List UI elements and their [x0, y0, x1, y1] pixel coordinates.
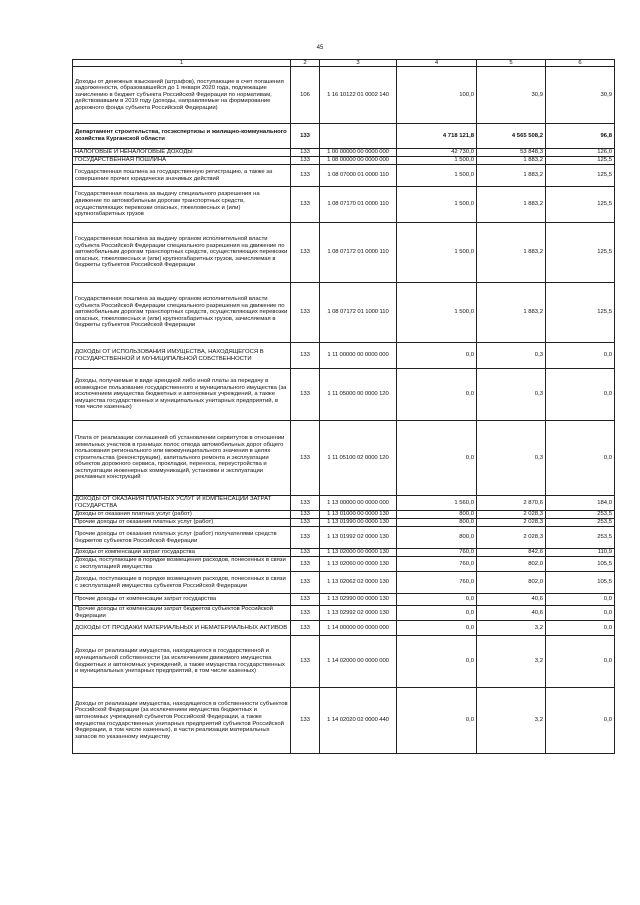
row-name: ДОХОДЫ ОТ ИСПОЛЬЗОВАНИЯ ИМУЩЕСТВА, НАХОДЯЩЕГОСЯ В ГОСУДАРСТВЕННОЙ И МУНИЦИПАЛЬНОЙ СОБСТВЕННОСТИ	[73, 343, 291, 369]
row-budget-code: 1 14 02020 02 0000 440	[320, 688, 397, 754]
row-name: Плата от реализации соглашений об установлении сервитутов в отношении земельных участков в границах полос отвода автомобильных дорог общего пользования регионального или межмуниципального значения в целях строительства (реконструкции), капитального ремонта и эксплуатации объектов дорожного сервиса, прокладки, переноса, переустройства и эксплуатации инженерных коммуникаций, установки и эксплуатации рекламных конструкций	[73, 421, 291, 496]
row-name: Доходы от реализации имущества, находящегося в собственности субъектов Российской Федерации (за исключением имущества бюджетных и автономных учреждений субъектов Российской Федерации, а также имущества государственных унитарных предприятий субъектов Российской Федерации, в том числе казенных), в части реализации материальных запасов по указанному имуществу	[73, 688, 291, 754]
row-percent-value: 253,5	[546, 511, 615, 519]
row-percent-value: 125,5	[546, 187, 615, 223]
row-percent-value: 0,0	[546, 421, 615, 496]
row-plan-value: 760,0	[397, 557, 477, 572]
row-percent-value: 30,9	[546, 67, 615, 124]
row-admin-code: 133	[291, 519, 320, 527]
row-admin-code: 133	[291, 369, 320, 421]
row-fact-value: 1 883,2	[477, 283, 546, 343]
table-row	[73, 124, 615, 149]
column-header: 6	[546, 60, 615, 67]
row-budget-code: 1 13 02990 00 0000 130	[320, 594, 397, 606]
row-plan-value: 760,0	[397, 549, 477, 557]
row-percent-value: 125,5	[546, 283, 615, 343]
row-budget-code	[320, 124, 397, 149]
row-percent-value: 105,5	[546, 557, 615, 572]
row-name: Государственная пошлина за выдачу органом исполнительной власти субъекта Российской Федерации специального разрешения на движение по автомобильным дорогам транспортных средств, осуществляющих перевозки опасных, тяжеловесных и (или) крупногабаритных грузов, зачисляемая в бюджеты субъектов Российской Федерации	[73, 223, 291, 283]
row-name: Доходы от оказания платных услуг (работ)	[73, 511, 291, 519]
row-fact-value: 1 883,2	[477, 223, 546, 283]
row-plan-value: 0,0	[397, 688, 477, 754]
row-percent-value: 0,0	[546, 369, 615, 421]
row-budget-code: 1 11 05100 02 0000 120	[320, 421, 397, 496]
row-percent-value: 0,0	[546, 636, 615, 688]
row-fact-value: 2 028,3	[477, 519, 546, 527]
row-name: Доходы от компенсации затрат государства	[73, 549, 291, 557]
table-row	[73, 594, 615, 606]
row-budget-code: 1 08 07000 01 0000 110	[320, 165, 397, 187]
row-name: Доходы, поступающие в порядке возмещения расходов, понесенных в связи с эксплуатацией имущества субъектов Российской Федерации	[73, 572, 291, 594]
row-admin-code: 133	[291, 557, 320, 572]
table-row	[73, 511, 615, 519]
table-header-row	[73, 60, 615, 67]
row-fact-value: 802,0	[477, 572, 546, 594]
row-name: Государственная пошлина за выдачу органом исполнительной власти субъекта Российской Федерации специального разрешения на движение по автомобильным дорогам транспортных средств, осуществляющих перевозки опасных, тяжеловесных и (или) крупногабаритных грузов, зачисляемая в бюджеты субъектов Российской Федерации	[73, 283, 291, 343]
table-row	[73, 187, 615, 223]
column-header: 2	[291, 60, 320, 67]
row-budget-code: 1 13 02992 02 0000 130	[320, 606, 397, 621]
row-admin-code: 133	[291, 594, 320, 606]
row-name: ДОХОДЫ ОТ ОКАЗАНИЯ ПЛАТНЫХ УСЛУГ И КОМПЕНСАЦИИ ЗАТРАТ ГОСУДАРСТВА	[73, 496, 291, 511]
row-budget-code: 1 14 02000 00 0000 000	[320, 636, 397, 688]
row-fact-value: 2 028,3	[477, 511, 546, 519]
row-fact-value: 3,2	[477, 636, 546, 688]
row-fact-value: 842,6	[477, 549, 546, 557]
row-fact-value: 3,2	[477, 688, 546, 754]
row-plan-value: 0,0	[397, 621, 477, 636]
row-budget-code: 1 11 00000 00 0000 000	[320, 343, 397, 369]
row-plan-value: 0,0	[397, 636, 477, 688]
row-admin-code: 133	[291, 187, 320, 223]
row-name: НАЛОГОВЫЕ И НЕНАЛОГОВЫЕ ДОХОДЫ	[73, 149, 291, 157]
table-row	[73, 527, 615, 549]
table-row	[73, 421, 615, 496]
row-name: ГОСУДАРСТВЕННАЯ ПОШЛИНА	[73, 157, 291, 165]
row-fact-value: 53 848,3	[477, 149, 546, 157]
row-name: Департамент строительства, госэкспертизы и жилищно-коммунального хозяйства Курганской области	[73, 124, 291, 149]
row-name: ДОХОДЫ ОТ ПРОДАЖИ МАТЕРИАЛЬНЫХ И НЕМАТЕРИАЛЬНЫХ АКТИВОВ	[73, 621, 291, 636]
revenue-table	[72, 59, 615, 754]
row-name: Доходы, получаемые в виде арендной либо иной платы за передачу в возмездное пользование государственного и муниципального имущества (за исключением имущества бюджетных и автономных учреждений, а также имущества государственных и муниципальных унитарных предприятий, в том числе казенных)	[73, 369, 291, 421]
row-plan-value: 800,0	[397, 527, 477, 549]
table-row	[73, 606, 615, 621]
table-row	[73, 157, 615, 165]
row-budget-code: 1 08 07170 01 0000 110	[320, 187, 397, 223]
table-row	[73, 165, 615, 187]
table-row	[73, 519, 615, 527]
table-row	[73, 223, 615, 283]
row-budget-code: 1 13 01992 02 0000 130	[320, 527, 397, 549]
row-percent-value: 253,5	[546, 519, 615, 527]
row-plan-value: 100,0	[397, 67, 477, 124]
column-header: 1	[73, 60, 291, 67]
row-budget-code: 1 13 00000 00 0000 000	[320, 496, 397, 511]
row-admin-code: 133	[291, 165, 320, 187]
table-row	[73, 369, 615, 421]
row-admin-code: 133	[291, 527, 320, 549]
row-admin-code: 133	[291, 223, 320, 283]
row-percent-value: 125,5	[546, 223, 615, 283]
row-admin-code: 133	[291, 283, 320, 343]
row-plan-value: 800,0	[397, 519, 477, 527]
row-percent-value: 0,0	[546, 621, 615, 636]
row-admin-code: 133	[291, 496, 320, 511]
row-fact-value: 40,6	[477, 606, 546, 621]
table-row	[73, 549, 615, 557]
row-name: Государственная пошлина за выдачу специального разрешения на движение по автомобильным дорогам транспортных средств, осуществляющих перевозки опасных, тяжеловесных и (или) крупногабаритных грузов	[73, 187, 291, 223]
row-percent-value: 125,5	[546, 157, 615, 165]
column-header: 3	[320, 60, 397, 67]
row-fact-value: 40,6	[477, 594, 546, 606]
row-admin-code: 133	[291, 124, 320, 149]
row-admin-code: 133	[291, 606, 320, 621]
row-name: Государственная пошлина за государственную регистрацию, а также за совершение прочих юридически значимых действий	[73, 165, 291, 187]
row-budget-code: 1 08 00000 00 0000 000	[320, 157, 397, 165]
row-budget-code: 1 13 02060 00 0000 130	[320, 557, 397, 572]
row-percent-value: 253,5	[546, 527, 615, 549]
row-budget-code: 1 08 07172 01 0000 110	[320, 223, 397, 283]
table-row	[73, 149, 615, 157]
row-percent-value: 0,0	[546, 606, 615, 621]
row-fact-value: 0,3	[477, 421, 546, 496]
row-admin-code: 133	[291, 421, 320, 496]
table-row	[73, 621, 615, 636]
row-budget-code: 1 14 00000 00 0000 000	[320, 621, 397, 636]
row-plan-value: 0,0	[397, 421, 477, 496]
row-name: Прочие доходы от компенсации затрат государства	[73, 594, 291, 606]
row-plan-value: 4 718 121,8	[397, 124, 477, 149]
row-percent-value: 96,8	[546, 124, 615, 149]
row-budget-code: 1 13 02000 00 0000 130	[320, 549, 397, 557]
table-row	[73, 343, 615, 369]
row-admin-code: 133	[291, 157, 320, 165]
row-admin-code: 133	[291, 636, 320, 688]
row-plan-value: 1 500,0	[397, 187, 477, 223]
row-percent-value: 110,9	[546, 549, 615, 557]
page-number: 45	[316, 45, 324, 51]
column-header: 4	[397, 60, 477, 67]
row-budget-code: 1 13 01990 00 0000 130	[320, 519, 397, 527]
row-plan-value: 0,0	[397, 369, 477, 421]
row-percent-value: 0,0	[546, 594, 615, 606]
row-name: Доходы от реализации имущества, находящегося в государственной и муниципальной собственности (за исключением движимого имущества бюджетных и автономных учреждений, а также имущества государственных и муниципальных унитарных предприятий, в том числе казенных)	[73, 636, 291, 688]
row-percent-value: 126,0	[546, 149, 615, 157]
row-plan-value: 0,0	[397, 343, 477, 369]
row-fact-value: 30,9	[477, 67, 546, 124]
row-budget-code: 1 00 00000 00 0000 000	[320, 149, 397, 157]
row-plan-value: 0,0	[397, 606, 477, 621]
row-plan-value: 1 500,0	[397, 283, 477, 343]
row-admin-code: 106	[291, 67, 320, 124]
row-plan-value: 800,0	[397, 511, 477, 519]
row-name: Доходы, поступающие в порядке возмещения расходов, понесенных в связи с эксплуатацией имущества	[73, 557, 291, 572]
row-fact-value: 0,3	[477, 369, 546, 421]
row-name: Прочие доходы от оказания платных услуг (работ) получателями средств бюджетов субъектов Российской Федерации	[73, 527, 291, 549]
row-plan-value: 1 560,0	[397, 496, 477, 511]
column-header: 5	[477, 60, 546, 67]
row-fact-value: 2 870,6	[477, 496, 546, 511]
row-admin-code: 133	[291, 688, 320, 754]
row-name: Прочие доходы от компенсации затрат бюджетов субъектов Российской Федерации	[73, 606, 291, 621]
table-row	[73, 572, 615, 594]
row-fact-value: 1 883,2	[477, 187, 546, 223]
row-plan-value: 1 500,0	[397, 165, 477, 187]
row-budget-code: 1 08 07172 01 1000 110	[320, 283, 397, 343]
row-admin-code: 133	[291, 549, 320, 557]
row-admin-code: 133	[291, 149, 320, 157]
row-percent-value: 0,0	[546, 688, 615, 754]
row-fact-value: 0,3	[477, 343, 546, 369]
row-admin-code: 133	[291, 343, 320, 369]
row-plan-value: 0,0	[397, 594, 477, 606]
row-percent-value: 105,5	[546, 572, 615, 594]
table-row	[73, 283, 615, 343]
row-percent-value: 125,5	[546, 165, 615, 187]
row-name: Прочие доходы от оказания платных услуг (работ)	[73, 519, 291, 527]
row-fact-value: 3,2	[477, 621, 546, 636]
row-budget-code: 1 16 10122 01 0002 140	[320, 67, 397, 124]
table-row	[73, 636, 615, 688]
table-body	[73, 60, 615, 754]
row-fact-value: 2 028,3	[477, 527, 546, 549]
table-row	[73, 496, 615, 511]
row-plan-value: 1 500,0	[397, 223, 477, 283]
row-admin-code: 133	[291, 572, 320, 594]
row-fact-value: 1 883,2	[477, 157, 546, 165]
row-fact-value: 4 565 508,2	[477, 124, 546, 149]
row-fact-value: 1 883,2	[477, 165, 546, 187]
row-budget-code: 1 13 02062 02 0000 130	[320, 572, 397, 594]
table-row	[73, 557, 615, 572]
table-row	[73, 688, 615, 754]
row-plan-value: 1 500,0	[397, 157, 477, 165]
row-budget-code: 1 11 05000 00 0000 120	[320, 369, 397, 421]
table-row	[73, 67, 615, 124]
row-percent-value: 0,0	[546, 343, 615, 369]
row-percent-value: 184,0	[546, 496, 615, 511]
row-admin-code: 133	[291, 621, 320, 636]
row-admin-code: 133	[291, 511, 320, 519]
row-name: Доходы от денежных взысканий (штрафов), поступающие в счет погашения задолженности, образовавшейся до 1 января 2020 года, подлежащие зачислению в бюджет субъекта Российской Федерации по нормативам, действовавшим в 2019 году (доходы, направляемые на формирование дорожного фонда субъекта Российской Федерации)	[73, 67, 291, 124]
row-budget-code: 1 13 01000 00 0000 130	[320, 511, 397, 519]
row-plan-value: 42 730,0	[397, 149, 477, 157]
row-plan-value: 760,0	[397, 572, 477, 594]
row-fact-value: 802,0	[477, 557, 546, 572]
